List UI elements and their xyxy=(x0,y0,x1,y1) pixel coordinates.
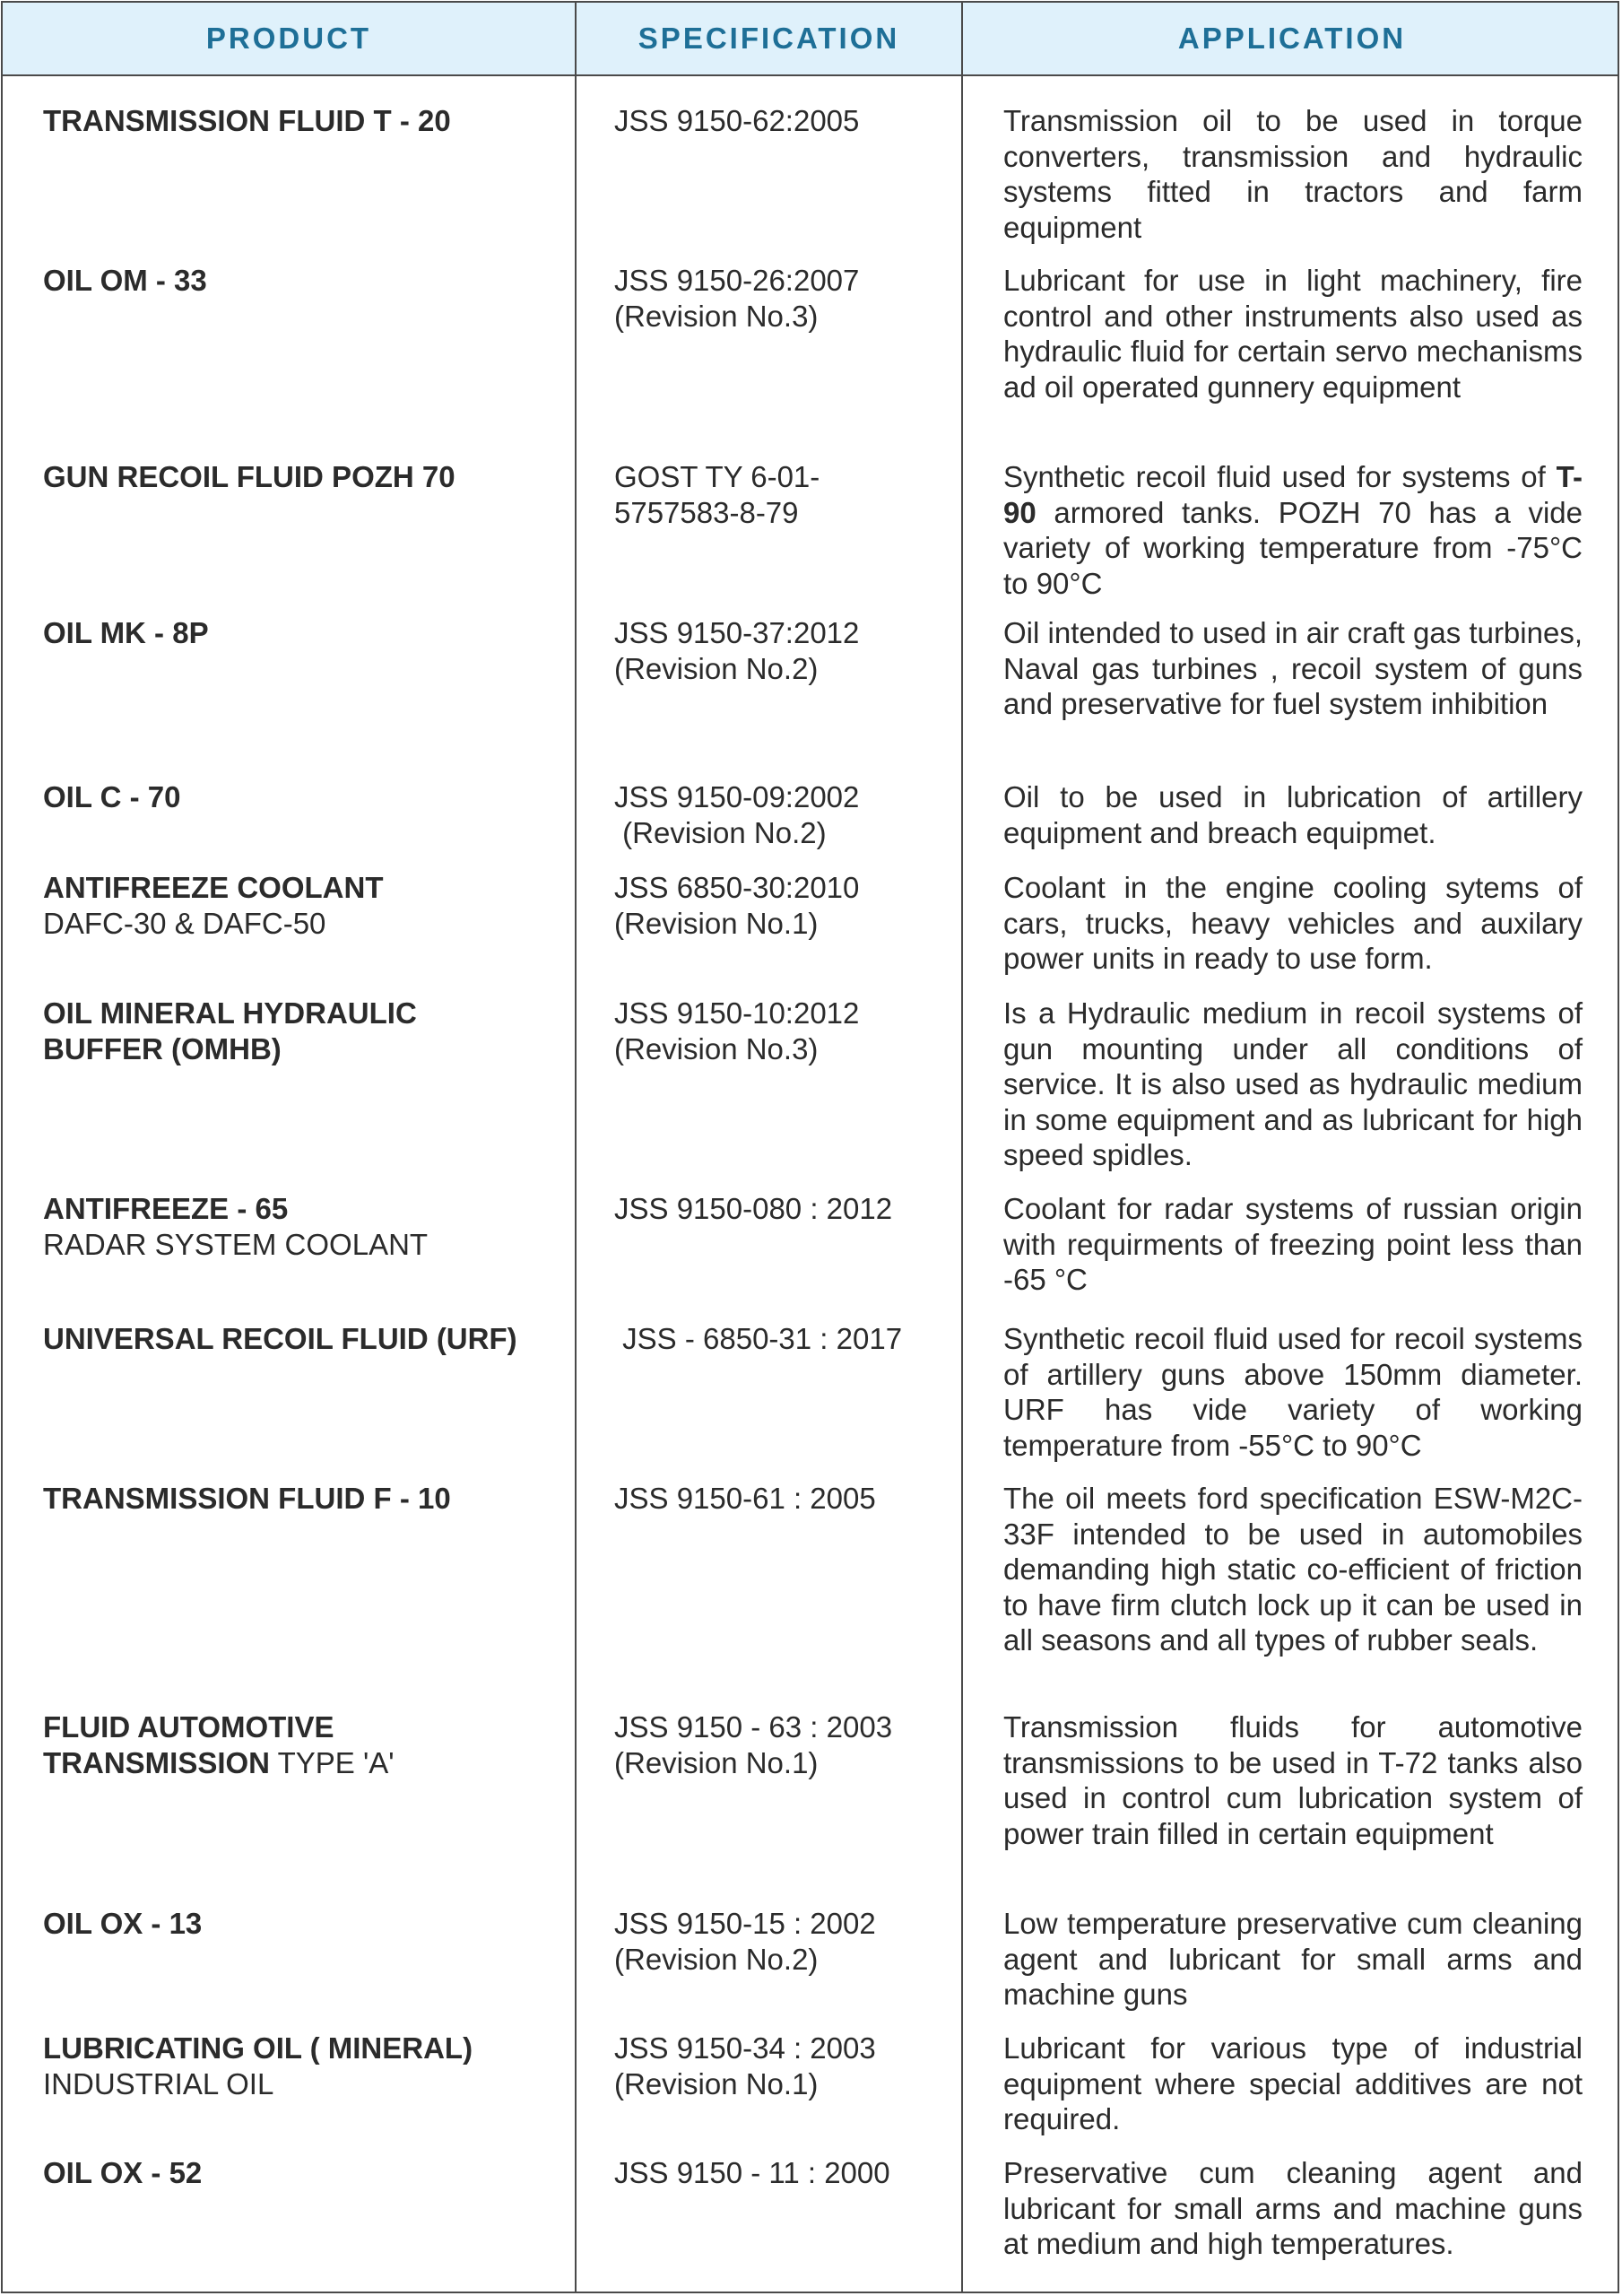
product-name xyxy=(43,870,572,942)
header-product: PRODUCT xyxy=(205,22,372,55)
product-name xyxy=(43,1709,464,1781)
product-name-bold: ANTIFREEZE COOLANT xyxy=(43,871,384,904)
product-name xyxy=(43,1321,572,1357)
application: Lubricant for use in light machinery, fire control and other instruments also used as hydraulic fluid for certain servo mechanisms ad oil operated gunnery equipment xyxy=(1003,264,1583,404)
specification: JSS 9150-34 : 2003 (Revision No.1) xyxy=(614,2031,876,2100)
application xyxy=(1003,459,1583,601)
specification: JSS - 6850-31 : 2017 xyxy=(614,1322,903,1355)
product-name-bold: OIL MINERAL HYDRAULIC BUFFER (OMHB) xyxy=(43,996,417,1065)
product-name xyxy=(43,1906,572,1942)
specification: JSS 6850-30:2010 (Revision No.1) xyxy=(614,871,860,940)
product-name-detail: DAFC-30 & DAFC-50 xyxy=(43,907,326,940)
application-text: Synthetic recoil fluid used for systems of xyxy=(1003,460,1557,493)
application: Coolant in the engine cooling sytems of cars, trucks, heavy vehicles and auxilary power units in ready to use form. xyxy=(1003,871,1583,975)
product-name xyxy=(43,1481,572,1517)
product-table xyxy=(1,1,1619,2293)
product-name-bold: GUN RECOIL FLUID POZH 70 xyxy=(43,460,455,493)
product-name-detail: INDUSTRIAL OIL xyxy=(43,2067,274,2100)
product-name-bold: OIL OX - 52 xyxy=(43,2156,203,2189)
product-name xyxy=(43,263,572,299)
specification: JSS 9150-09:2002 (Revision No.2) xyxy=(614,780,860,849)
product-name-bold: OIL OM - 33 xyxy=(43,264,207,297)
product-name-bold: TRANSMISSION FLUID T - 20 xyxy=(43,104,451,137)
product-name-bold: ANTIFREEZE - 65 xyxy=(43,1192,289,1225)
product-name-bold: OIL OX - 13 xyxy=(43,1907,203,1940)
specification: JSS 9150-37:2012 (Revision No.2) xyxy=(614,616,860,685)
application: Is a Hydraulic medium in recoil systems of gun mounting under all conditions of service. It is also used as hydraulic medium in some equipment and as lubricant for high speed spidles. xyxy=(1003,996,1583,1171)
application: Oil intended to used in air craft gas turbines, Naval gas turbines , recoil system of guns and preservative for fuel system inhibition xyxy=(1003,616,1583,720)
column-divider xyxy=(961,3,963,2292)
application: Transmission fluids for automotive transmissions to be used in T-72 tanks also used in control cum lubrication system of power train filled in certain equipment xyxy=(1003,1710,1583,1850)
specification: JSS 9150 - 63 : 2003 (Revision No.1) xyxy=(614,1710,893,1779)
specification: JSS 9150 - 11 : 2000 xyxy=(614,2156,890,2189)
product-name-bold: FLUID AUTOMOTIVE TRANSMISSION xyxy=(43,1710,334,1779)
product-name xyxy=(43,2155,572,2191)
application: Lubricant for various type of industrial equipment where special additives are not required. xyxy=(1003,2031,1583,2135)
application-text: armored tanks. POZH 70 has a vide variety of working temperature from -75°C to 90°C xyxy=(1003,495,1583,600)
specification: JSS 9150-62:2005 xyxy=(614,104,860,137)
application: Low temperature preservative cum cleaning agent and lubricant for small arms and machine guns xyxy=(1003,1907,1583,2011)
specification: JSS 9150-15 : 2002 (Revision No.2) xyxy=(614,1907,876,1976)
application-bold: T-90 xyxy=(1003,460,1583,529)
product-name xyxy=(43,996,509,1067)
specification: GOST TY 6-01- 5757583-8-79 xyxy=(614,460,820,529)
header-application: APPLICATION xyxy=(1177,22,1407,55)
product-name xyxy=(43,779,572,815)
product-name xyxy=(43,2031,572,2102)
application: Coolant for radar systems of russian origin with requirments of freezing point less than -65 °C xyxy=(1003,1192,1583,1296)
application: Synthetic recoil fluid used for recoil systems of artillery guns above 150mm diameter. URF has vide variety of working temperature from -55°C to 90°C xyxy=(1003,1322,1583,1462)
specification: JSS 9150-26:2007 (Revision No.3) xyxy=(614,264,860,333)
product-name-bold: LUBRICATING OIL ( MINERAL) xyxy=(43,2031,473,2065)
product-name xyxy=(43,103,572,139)
product-name xyxy=(43,615,572,651)
application: The oil meets ford specification ESW-M2C-33F intended to be used in automobiles demanding high static co-efficient of friction to have firm clutch lock up it can be used in all seasons and all types of rubber seals. xyxy=(1003,1482,1583,1657)
product-name-detail: RADAR SYSTEM COOLANT xyxy=(43,1228,429,1261)
product-name-bold: OIL MK - 8P xyxy=(43,616,209,649)
specification: JSS 9150-080 : 2012 xyxy=(614,1192,893,1225)
application: Preservative cum cleaning agent and lubricant for small arms and machine guns at medium and high temperatures. xyxy=(1003,2156,1583,2260)
product-name-bold: OIL C - 70 xyxy=(43,780,181,813)
table-header xyxy=(3,3,1618,76)
header-specification: SPECIFICATION xyxy=(638,22,900,55)
column-divider xyxy=(575,3,577,2292)
product-name-bold: UNIVERSAL RECOIL FLUID (URF) xyxy=(43,1322,517,1355)
product-name xyxy=(43,1191,572,1263)
application: Transmission oil to be used in torque converters, transmission and hydraulic systems fitted in tractors and farm equipment xyxy=(1003,104,1583,244)
specification: JSS 9150-10:2012 (Revision No.3) xyxy=(614,996,860,1065)
application: Oil to be used in lubrication of artillery equipment and breach equipmet. xyxy=(1003,780,1583,849)
product-name xyxy=(43,459,572,495)
specification: JSS 9150-61 : 2005 xyxy=(614,1482,876,1515)
product-name-bold: TRANSMISSION FLUID F - 10 xyxy=(43,1482,451,1515)
product-name-detail: TYPE 'A' xyxy=(277,1746,395,1779)
